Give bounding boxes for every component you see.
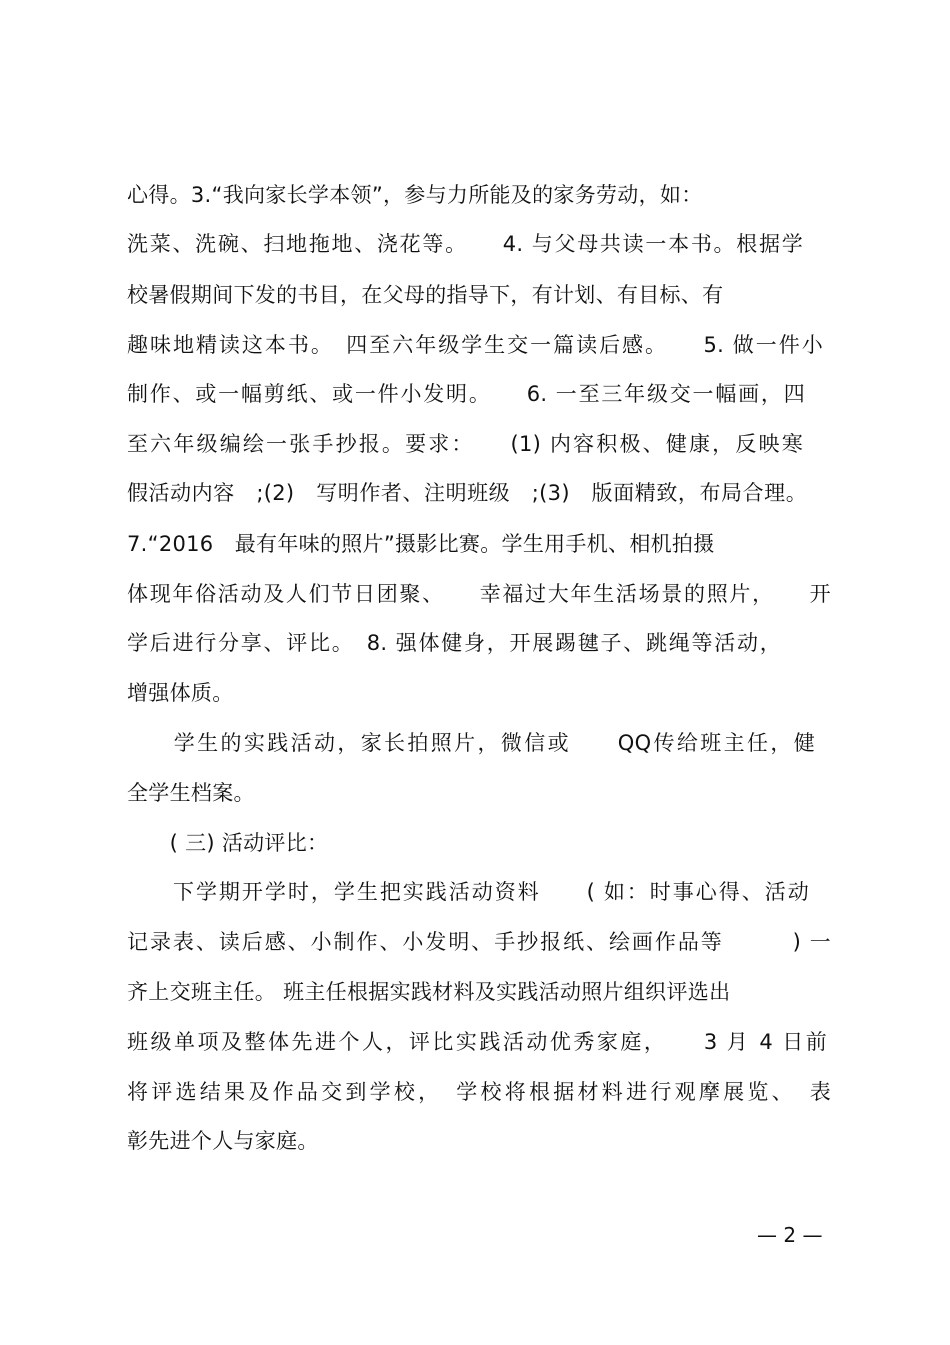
- paragraph-line: 齐上交班主任。 班主任根据实践材料及实践活动照片组织评选出: [127, 980, 731, 1004]
- paragraph-line: 学生的实践活动，家长拍照片，微信或 QQ传给班主任，健: [127, 731, 815, 755]
- paragraph-line: 记录表、读后感、小制作、小发明、手抄报纸、绘画作品等 ) 一: [127, 930, 831, 954]
- page-number: — 2 —: [757, 1223, 823, 1247]
- paragraph-line: 体现年俗活动及人们节日团聚、 幸福过大年生活场景的照片， 开: [127, 582, 831, 606]
- paragraph-line: 制作、或一幅剪纸、或一件小发明。 6. 一至三年级交一幅画，四: [127, 382, 805, 406]
- paragraph-line: 校暑假期间下发的书目，在父母的指导下，有计划、有目标、有: [127, 283, 724, 307]
- section-heading: ( 三) 活动评比：: [127, 831, 329, 855]
- paragraph-line: 心得。3.“我向家长学本领”，参与力所能及的家务劳动，如：: [127, 183, 703, 207]
- paragraph-line: 班级单项及整体先进个人，评比实践活动优秀家庭， 3 月 4 日前: [127, 1030, 827, 1054]
- paragraph-line: 全学生档案。: [127, 781, 255, 805]
- paragraph-line: 彰先进个人与家庭。: [127, 1129, 319, 1153]
- paragraph-line: 假活动内容 ;(2) 写明作者、注明班级 ;(3) 版面精致，布局合理。: [127, 481, 807, 505]
- paragraph-line: 趣味地精读这本书。 四至六年级学生交一篇读后感。 5. 做一件小: [127, 333, 823, 357]
- paragraph-line: 将评选结果及作品交到学校， 学校将根据材料进行观摩展览、 表: [127, 1080, 831, 1104]
- paragraph-line: 学后进行分享、评比。 8. 强体健身，开展踢毽子、跳绳等活动，: [127, 631, 781, 655]
- paragraph-line: 下学期开学时，学生把实践活动资料 ( 如：时事心得、活动: [127, 880, 809, 904]
- paragraph-line: 洗菜、洗碗、扫地拖地、浇花等。 4. 与父母共读一本书。根据学: [127, 232, 803, 256]
- paragraph-line: 至六年级编绘一张手抄报。要求： (1) 内容积极、健康，反映寒: [127, 432, 803, 456]
- paragraph-line: 7.“2016 最有年味的照片”摄影比赛。学生用手机、相机拍摄: [127, 532, 715, 556]
- paragraph-line: 增强体质。: [127, 681, 234, 705]
